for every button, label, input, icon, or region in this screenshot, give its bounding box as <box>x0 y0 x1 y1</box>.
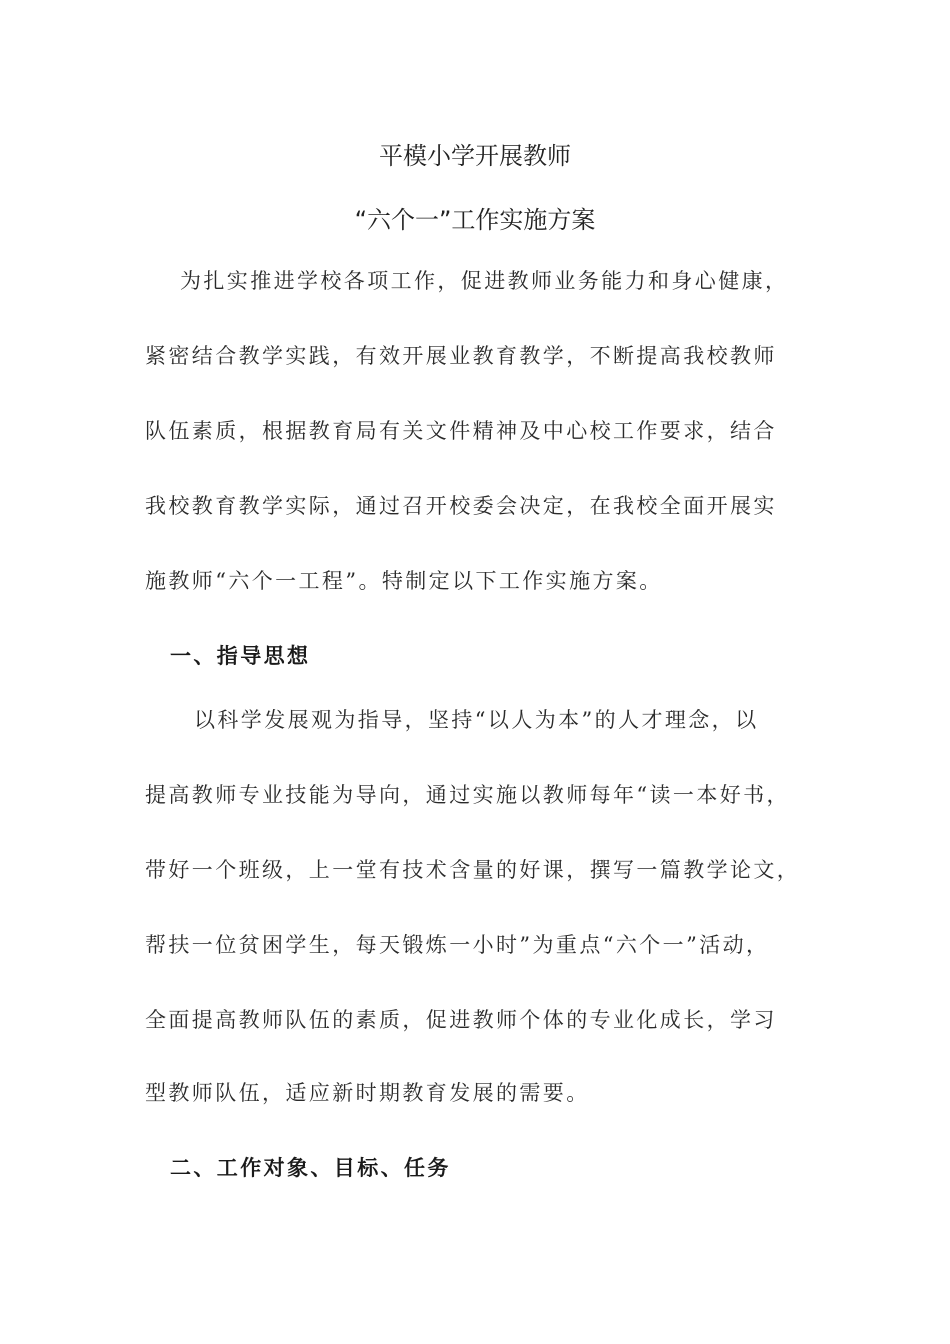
section1-paragraph-line: 带好一个班级，上一堂有技术含量的好课，撰写一篇教学论文， <box>145 858 801 882</box>
section1-paragraph-line: 全面提高教师队伍的素质，促进教师个体的专业化成长，学习 <box>145 1008 777 1032</box>
intro-paragraph-line: 紧密结合教学实践，有效开展业教育教学，不断提高我校教师 <box>145 344 777 368</box>
intro-paragraph-line: 队伍素质，根据教育局有关文件精神及中心校工作要求，结合 <box>145 419 777 443</box>
intro-paragraph-line: 为扎实推进学校各项工作，促进教师业务能力和身心健康， <box>180 269 789 293</box>
intro-paragraph-line: 我校教育教学实际，通过召开校委会决定，在我校全面开展实 <box>145 494 777 518</box>
section1-paragraph-line: 以科学发展观为指导，坚持“以人为本”的人才理念，以 <box>194 708 759 732</box>
section-heading-objects-goals-tasks: 二、工作对象、目标、任务 <box>170 1155 451 1180</box>
document-title-line-1: 平模小学开展教师 <box>379 142 571 170</box>
intro-paragraph-line: 施教师“六个一工程”。特制定以下工作实施方案。 <box>145 569 663 593</box>
section1-paragraph-line: 帮扶一位贫困学生，每天锻炼一小时”为重点“六个一”活动， <box>145 933 770 957</box>
section-heading-guiding-ideology: 一、指导思想 <box>170 643 311 668</box>
section1-paragraph-line: 型教师队伍，适应新时期教育发展的需要。 <box>145 1081 590 1105</box>
document-title-line-2: “六个一”工作实施方案 <box>354 206 596 234</box>
section1-paragraph-line: 提高教师专业技能为导向，通过实施以教师每年“读一本好书， <box>145 783 790 807</box>
